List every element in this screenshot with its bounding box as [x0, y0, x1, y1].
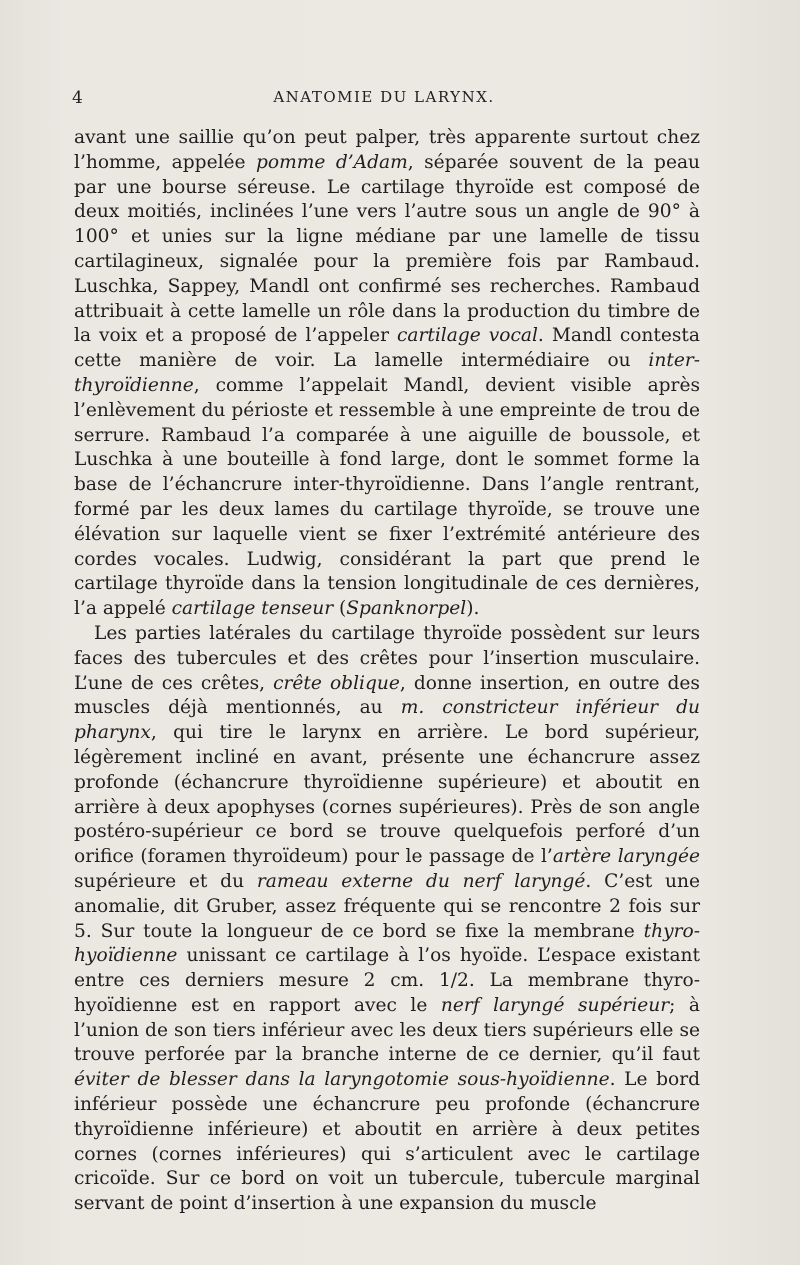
paragraph [74, 126, 700, 622]
page-header [72, 88, 696, 110]
text-run: supérieure et du [74, 870, 257, 892]
italic-term: Spanknorpel [346, 598, 467, 620]
page-number: 4 [72, 88, 83, 108]
text-run: avant une saillie qu’on peut palper, très apparente surtout chez l’homme, appelée [74, 127, 700, 173]
text-run: ; à l’union de son tiers inférieur avec les deux tiers supérieurs elle se trouve perforée par la branche interne de ce dernier, qu’il faut [74, 994, 700, 1066]
italic-term: thyro-hyoïdienne [74, 920, 700, 967]
paragraph [74, 622, 700, 1217]
italic-term: inter-thyroïdienne [74, 350, 700, 396]
text-run: . Mandl contesta cette manière de voir. La lamelle intermédiaire ou [74, 325, 700, 372]
text-run: unissant ce cartilage à l’os hyoïde. L’espace existant entre ces derniers mesure 2 cm. 1/2. La membrane thyro-hyoïdienne est en rapport avec le [74, 945, 700, 1016]
italic-term: pomme d’Adam [256, 151, 408, 173]
italic-term: m. constricteur inférieur du pharynx [74, 697, 700, 744]
italic-term: rameau externe du nerf laryngé [256, 870, 586, 892]
text-run: . Le bord inférieur possède une échancrure peu profonde (échancrure thyroïdienne inférieure) et aboutit en arrière à deux petites cornes (cornes inférieures) qui s’articulent avec le cartilage cricoïde. Sur ce bord on voit un tubercule, tubercule marginal servant de point d’insertion à une expansion du muscle [74, 1069, 700, 1215]
italic-term: cartilage vocal [397, 325, 538, 347]
italic-term: éviter de blesser dans la laryngotomie sous-hyoïdienne [74, 1069, 610, 1091]
text-run: , comme l’appelait Mandl, devient visible après l’enlèvement du périoste et ressemble à une empreinte de trou de serrure. Rambaud l’a comparée à une aiguille de boussole, et Luschka à une bouteille à fond large, dont le sommet forme la base de l’échancrure inter-thyroïdienne. Dans l’angle rentrant, formé par les deux lames du cartilage thyroïde, se trouve une élévation sur laquelle vient se fixer l’extrémité antérieure des cordes vocales. Ludwig, considérant la part que prend le cartilage thyroïde dans la tension longitudinale de ces dernières, l’a appelé [74, 374, 700, 620]
text-run: , qui tire le larynx en arrière. Le bord supérieur, légèrement incliné en avant, présente une échancrure assez profonde (échancrure thyroïdienne supérieure) et aboutit en arrière à deux apophyses (cornes supérieures). Près de son angle postéro-supérieur ce bord se trouve quelquefois perforé d’un orifice (foramen thyroïdeum) pour le passage de l’ [74, 722, 700, 868]
text-run: Les parties latérales du cartilage thyroïde possèdent sur leurs faces des tubercules et des crêtes pour l’insertion musculaire. L’une de ces crêtes, [74, 622, 700, 694]
text-run: . C’est une anomalie, dit Gruber, assez fréquente qui se rencontre 2 fois sur 5. Sur toute la longueur de ce bord se fixe la membrane [74, 870, 701, 942]
italic-term: nerf laryngé supérieur [440, 994, 670, 1016]
italic-term: cartilage tenseur [171, 598, 334, 620]
running-title: ANATOMIE DU LARYNX. [273, 88, 495, 106]
italic-term: crête oblique [273, 672, 400, 694]
text-run: ( [333, 598, 347, 620]
text-run: , donne insertion, en outre des muscles déjà mentionnés, au [74, 672, 700, 719]
body-text [74, 126, 700, 1217]
text-run: ). [466, 598, 480, 620]
text-run: , séparée souvent de la peau par une bourse séreuse. Le cartilage thyroïde est composé de deux moitiés, inclinées l’une vers l’autre sous un angle de 90° à 100° et unies sur la ligne médiane par une lamelle de tissu cartilagineux, signalée pour la première fois par Rambaud. Luschka, Sappey, Mandl ont confirmé ses recherches. Rambaud attribuait à cette lamelle un rôle dans la production du timbre de la voix et a proposé de l’appeler [74, 151, 701, 347]
italic-term: artère laryngée [552, 846, 701, 868]
